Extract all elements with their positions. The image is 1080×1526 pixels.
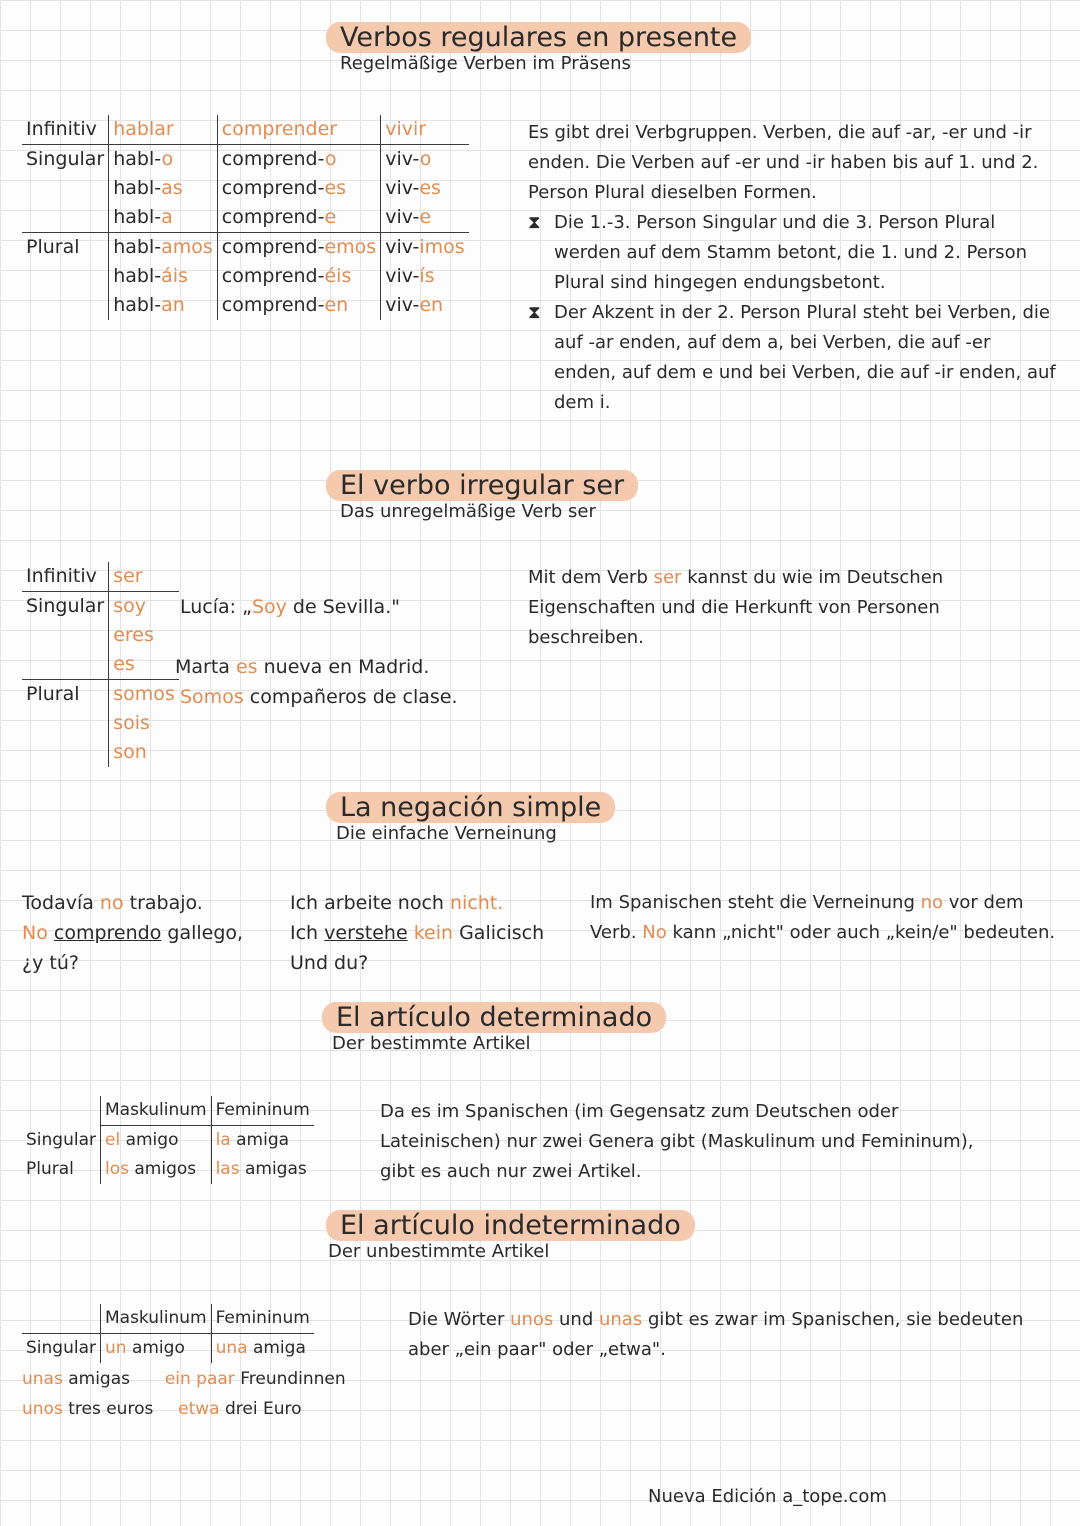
footer-credit: Nueva Edición a_tope.com — [648, 1486, 887, 1507]
ser-form: somos — [109, 680, 179, 710]
inf-vivir: vivir — [381, 115, 469, 145]
indefinite-article-table — [22, 1304, 314, 1363]
hourglass-icon: ⧗ — [528, 302, 541, 323]
ser-form: sois — [109, 709, 179, 738]
conj-cell: habl-a — [109, 203, 218, 233]
article-cell: una amiga — [211, 1334, 314, 1364]
inf-comprender: comprender — [217, 115, 380, 145]
inf-ser: ser — [109, 562, 179, 592]
conj-cell: habl-o — [109, 145, 218, 175]
section5-title: El artículo indeterminado — [326, 1210, 695, 1241]
conj-cell: viv-o — [381, 145, 469, 175]
article-cell: los amigos — [100, 1155, 211, 1184]
section3-explanation: Im Spanischen steht die Verneinung no vor dem Verb. No kann „nicht" oder auch „kein/e" bedeuten. — [590, 892, 1056, 943]
infinitiv-label: Infinitiv — [22, 115, 109, 145]
femininum-label: Femininum — [211, 1096, 314, 1126]
negation-german: Ich arbeite noch nicht. Ich verstehe kein Galicisch Und du? — [290, 892, 545, 974]
conj-cell: habl-as — [109, 174, 218, 203]
conj-cell: comprend-es — [217, 174, 380, 203]
section4-explanation: Da es im Spanischen (im Gegensatz zum Deutschen oder Lateinischen) nur zwei Genera gibt (Maskulinum und Femininum), gibt es auch nur zwei Artikel. — [380, 1101, 974, 1182]
negation-spanish: Todavía no trabajo. No comprendo gallego, ¿y tú? — [22, 892, 244, 974]
section3-title: La negación simple — [326, 792, 615, 823]
conj-cell: viv-imos — [381, 233, 469, 263]
section5-subtitle: Der unbestimmte Artikel — [328, 1241, 550, 1262]
section1-explanation — [528, 118, 1058, 418]
conj-cell: comprend-o — [217, 145, 380, 175]
section1-title: Verbos regulares en presente — [326, 22, 751, 53]
section2-explanation: Mit dem Verb ser kannst du wie im Deutschen Eigenschaften und die Herkunft von Personen beschreiben. — [528, 567, 944, 648]
conj-cell: viv-es — [381, 174, 469, 203]
bullet-2: ⧗ Der Akzent in der 2. Person Plural steht bei Verben, die auf -ar enden, auf dem a, bei Verben, die auf -er enden, auf dem e und bei Verben, die auf -ir enden, auf dem i. — [528, 298, 1058, 418]
conj-cell: viv-e — [381, 203, 469, 233]
section4-title: El artículo determinado — [322, 1002, 666, 1033]
conj-cell: comprend-en — [217, 291, 380, 320]
conj-cell: viv-ís — [381, 262, 469, 291]
ser-form: soy — [109, 592, 179, 622]
conj-cell: viv-en — [381, 291, 469, 320]
conj-cell: habl-áis — [109, 262, 218, 291]
singular-label: Singular — [26, 1338, 96, 1358]
conj-cell: comprend-éis — [217, 262, 380, 291]
section1-subtitle: Regelmäßige Verben im Präsens — [340, 53, 631, 74]
plural-label: Plural — [26, 683, 80, 705]
ser-example-3: Somos compañeros de clase. — [180, 686, 458, 708]
ser-form: eres — [109, 621, 179, 650]
article-cell: un amigo — [100, 1334, 211, 1364]
section2-subtitle: Das unregelmäßige Verb ser — [340, 501, 596, 522]
maskulinum-label: Maskulinum — [100, 1304, 211, 1334]
indefinite-examples: unas amigas ein paar Freundinnen unos tres euros etwa drei Euro — [22, 1369, 346, 1419]
hourglass-icon: ⧗ — [528, 212, 541, 233]
ser-example-1: Lucía: „Soy de Sevilla." — [180, 596, 400, 618]
conj-cell: habl-amos — [109, 233, 218, 263]
ser-table — [22, 562, 179, 767]
plural-label: Plural — [26, 236, 80, 258]
maskulinum-label: Maskulinum — [100, 1096, 211, 1126]
conj-cell: habl-an — [109, 291, 218, 320]
section1-para: Es gibt drei Verbgruppen. Verben, die auf -ar, -er und -ir enden. Die Verben auf -er und -ir haben bis auf 1. und 2. Person Plural dieselben Formen. — [528, 122, 1039, 203]
infinitiv-label: Infinitiv — [22, 562, 109, 592]
article-cell: la amiga — [211, 1126, 314, 1156]
ser-form: son — [109, 738, 179, 767]
bullet-1: ⧗ Die 1.-3. Person Singular und die 3. Person Plural werden auf dem Stamm betont, die 1. und 2. Person Plural sind hingegen endungsbetont. — [528, 208, 1058, 298]
plural-label: Plural — [26, 1159, 74, 1179]
regular-verbs-table — [22, 115, 469, 320]
section2-header — [326, 470, 638, 522]
section4-subtitle: Der bestimmte Artikel — [332, 1033, 531, 1054]
definite-article-table — [22, 1096, 314, 1184]
article-cell: el amigo — [100, 1126, 211, 1156]
section2-title: El verbo irregular ser — [326, 470, 638, 501]
article-cell: las amigas — [211, 1155, 314, 1184]
singular-label: Singular — [26, 148, 105, 170]
section5-explanation: Die Wörter unos und unas gibt es zwar im Spanischen, sie bedeuten aber „ein paar" oder „etwa". — [408, 1309, 1024, 1360]
singular-label: Singular — [26, 1129, 96, 1150]
section3-subtitle: Die einfache Verneinung — [336, 823, 557, 844]
ser-example-2: Marta es nueva en Madrid. — [175, 656, 430, 678]
section1-header — [326, 22, 751, 74]
conj-cell: comprend-e — [217, 203, 380, 233]
section5-header — [326, 1210, 695, 1262]
ser-form: es — [109, 650, 179, 680]
section4-header — [322, 1002, 666, 1054]
singular-label: Singular — [26, 595, 105, 617]
femininum-label: Femininum — [211, 1304, 314, 1334]
conj-cell: comprend-emos — [217, 233, 380, 263]
inf-hablar: hablar — [109, 115, 218, 145]
section3-header — [326, 792, 615, 844]
